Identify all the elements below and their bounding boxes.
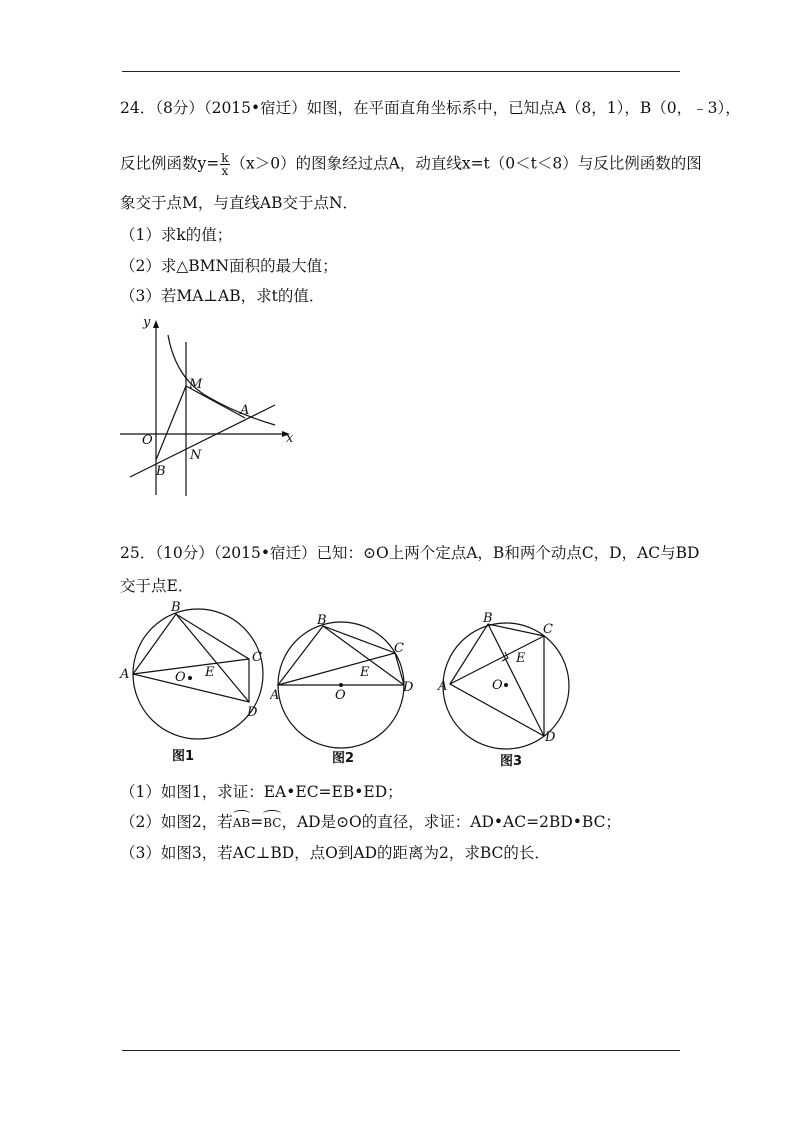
q25-part2-post: ，AD是⊙O的直径，求证：AD•AC=2BD•BC； xyxy=(281,813,621,831)
q24-line2 xyxy=(120,152,702,177)
segment-bm xyxy=(156,386,186,460)
fraction-k-over-x xyxy=(220,152,229,177)
fig1-chord-ac xyxy=(133,659,249,674)
fig2-label-a: A xyxy=(270,688,280,703)
q24-part1: （1）求k的值； xyxy=(120,226,233,244)
fraction-numerator: k xyxy=(221,151,229,165)
hyperbola-curve xyxy=(168,335,275,425)
fig2-label-o: O xyxy=(335,688,346,703)
fig3-label-d: D xyxy=(545,730,556,745)
fig3-label-e: E xyxy=(516,651,526,666)
fig2-chord-ac xyxy=(278,653,395,685)
q25-part1: （1）如图1，求证：EA•EC=EB•ED； xyxy=(120,783,403,801)
q25-line2: 交于点E． xyxy=(120,577,194,595)
q24-line1: 24．（8分）（2015•宿迁）如图，在平面直角坐标系中，已知点A（8，1），B（0，﹣3）， xyxy=(120,99,741,117)
label-a: A xyxy=(240,403,250,418)
q25-figure-3 xyxy=(432,608,592,758)
arc-ab: AB xyxy=(233,813,250,833)
fig3-label-o: O xyxy=(492,678,503,693)
q25-part2-pre: （2）如图2，若 xyxy=(120,813,233,831)
q25-part3: （3）如图3，若AC⊥BD，点O到AD的距离为2，求BC的长． xyxy=(120,844,550,862)
q24-line2-pre: 反比例函数y= xyxy=(120,154,220,173)
fig1-caption: 图1 xyxy=(172,749,195,764)
fig1-chord-bd xyxy=(176,614,249,702)
fig1-label-o: O xyxy=(175,670,186,685)
fig3-label-b: B xyxy=(483,611,493,626)
q24-line2-post: （x＞0）的图象经过点A，动直线x=t（0＜t＜8）与反比例函数的图 xyxy=(230,154,702,173)
q25-part2 xyxy=(120,812,621,833)
label-y: y xyxy=(143,315,151,330)
arc-bc: BC xyxy=(263,813,281,833)
q25-figure-2 xyxy=(270,603,430,753)
top-rule xyxy=(122,71,680,72)
fig1-circle xyxy=(133,609,263,739)
fig1-label-c: C xyxy=(252,650,262,665)
fig1-quadrilateral xyxy=(133,614,249,702)
bottom-rule xyxy=(122,1050,680,1051)
fig1-label-d: D xyxy=(247,705,258,720)
fig2-center-dot xyxy=(339,683,343,687)
label-x: x xyxy=(286,431,294,446)
fig3-caption: 图3 xyxy=(500,754,523,769)
q25-figure-1 xyxy=(118,598,278,748)
q24-coordinate-graph xyxy=(110,310,310,510)
q25-line1: 25．（10分）（2015•宿迁）已知：⊙O上两个定点A，B和两个动点C，D，AC与BD xyxy=(120,544,700,562)
q24-part2: （2）求△BMN面积的最大值； xyxy=(120,257,338,275)
fraction-denominator: x xyxy=(221,164,229,178)
fig2-label-e: E xyxy=(360,665,370,680)
arc-equals: = xyxy=(250,813,264,831)
fig3-center-dot xyxy=(504,683,508,687)
fig3-label-a: A xyxy=(438,679,448,694)
fig1-center-dot xyxy=(188,676,192,680)
label-m: M xyxy=(189,377,203,392)
fig3-label-c: C xyxy=(543,622,553,637)
label-b: B xyxy=(156,464,166,479)
label-n: N xyxy=(190,448,202,463)
label-o: O xyxy=(142,433,153,448)
y-axis-arrow xyxy=(153,320,159,328)
fig2-caption: 图2 xyxy=(332,751,355,766)
q24-line3: 象交于点M，与直线AB交于点N． xyxy=(120,194,359,212)
fig1-label-b: B xyxy=(171,600,181,615)
q24-part3: （3）若MA⊥AB，求t的值． xyxy=(120,287,325,305)
fig2-label-c: C xyxy=(394,641,404,656)
fig1-label-a: A xyxy=(120,667,130,682)
fig1-label-e: E xyxy=(205,665,215,680)
fig2-label-d: D xyxy=(403,680,414,695)
fig2-label-b: B xyxy=(317,613,327,628)
